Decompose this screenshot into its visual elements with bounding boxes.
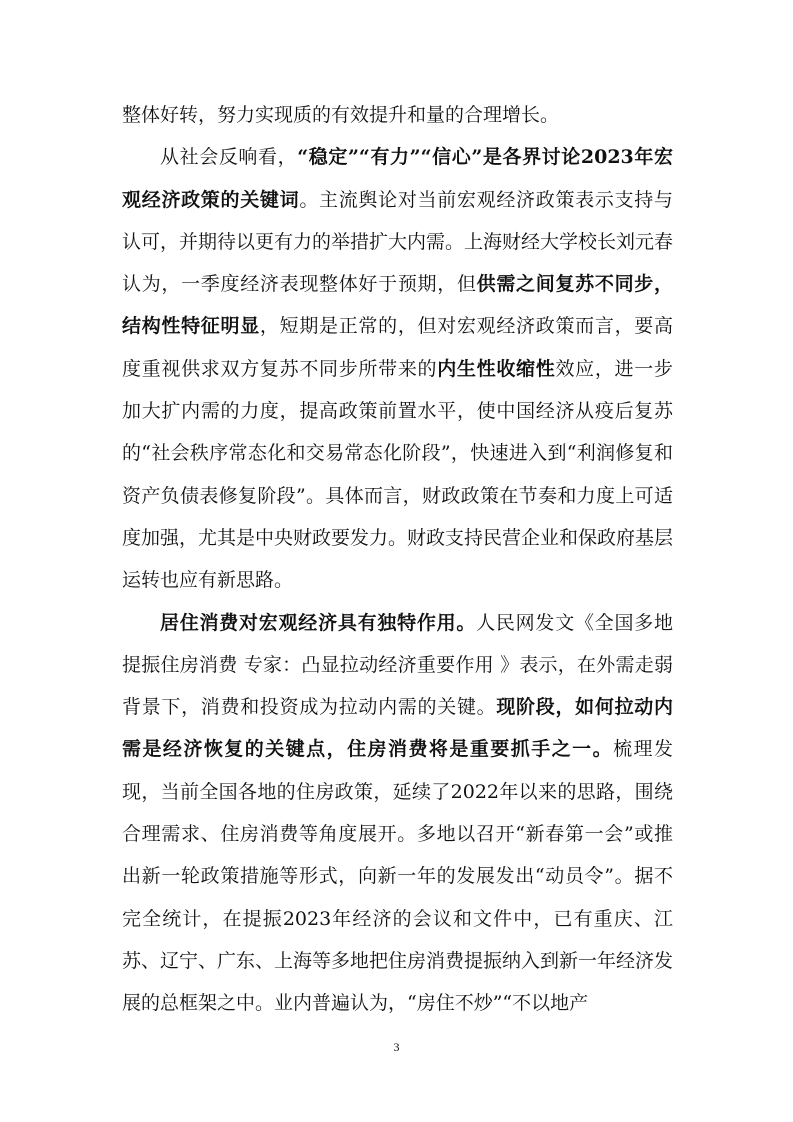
- text-run: 人民网发文《全国多地提振住房消费 专家：凸显拉动经济重要作用 》表示，在外需走弱背景下，消费和投资成为拉动内需的关键。: [122, 611, 673, 719]
- bold-text-run: “稳定”“有力”“信心”是各界讨论2023年宏观经济政策的关键词: [122, 146, 673, 211]
- bold-text-run: 供需之间复苏不同步，结构性特征明显: [122, 273, 673, 338]
- text-run: 。主流舆论对当前宏观经济政策表示支持与认可，并期待以更有力的举措扩大内需。上海财经大学校长刘元春认为，一季度经济表现整体好于预期，但: [122, 188, 674, 296]
- page-number: 3: [393, 1040, 400, 1054]
- text-run: 整体好转，努力实现质的有效提升和量的合理增长。: [122, 104, 560, 126]
- text-run: 梳理发现，当前全国各地的住房政策，延续了2022年以来的思路，围绕合理需求、住房消费等角度展开。多地以召开“新春第一会”或推出新一轮政策措施等形式，向新一年的发展发出“动员令”。据不完全统计，在提振2023年经济的会议和文件中，已有重庆、江苏、辽宁、广东、上海等多地把住房消费提振纳入到新一年经济发展的总框架之中。业内普遍认为，“房住不炒”“不以地产: [122, 738, 674, 1015]
- text-run: 效应，进一步加大扩内需的力度，提高政策前置水平，使中国经济从疫后复苏的“社会秩序常态化和交易常态化阶段”，快速进入到“利润修复和资产负债表修复阶段”。具体而言，财政政策在节奏和力度上可适度加强，尤其是中央财政要发力。财政支持民营企业和保政府基层运转也应有新思路。: [122, 357, 674, 592]
- document-body: [122, 94, 673, 1025]
- paragraph-3: [122, 602, 673, 1025]
- text-run: ，短期是正常的，但对宏观经济政策而言，要高度重视供求双方复苏不同步所带来的: [122, 315, 673, 380]
- text-run: 从社会反响看，: [160, 146, 298, 169]
- bold-text-run: 现阶段，如何拉动内需是经济恢复的关键点，住房消费将是重要抓手之一。: [122, 696, 673, 761]
- bold-text-run: 内生性收缩性: [437, 357, 556, 380]
- paragraph-1: [122, 94, 673, 136]
- bold-text-run: 居住消费对宏观经济具有独特作用。: [160, 611, 477, 634]
- paragraph-2: [122, 136, 673, 601]
